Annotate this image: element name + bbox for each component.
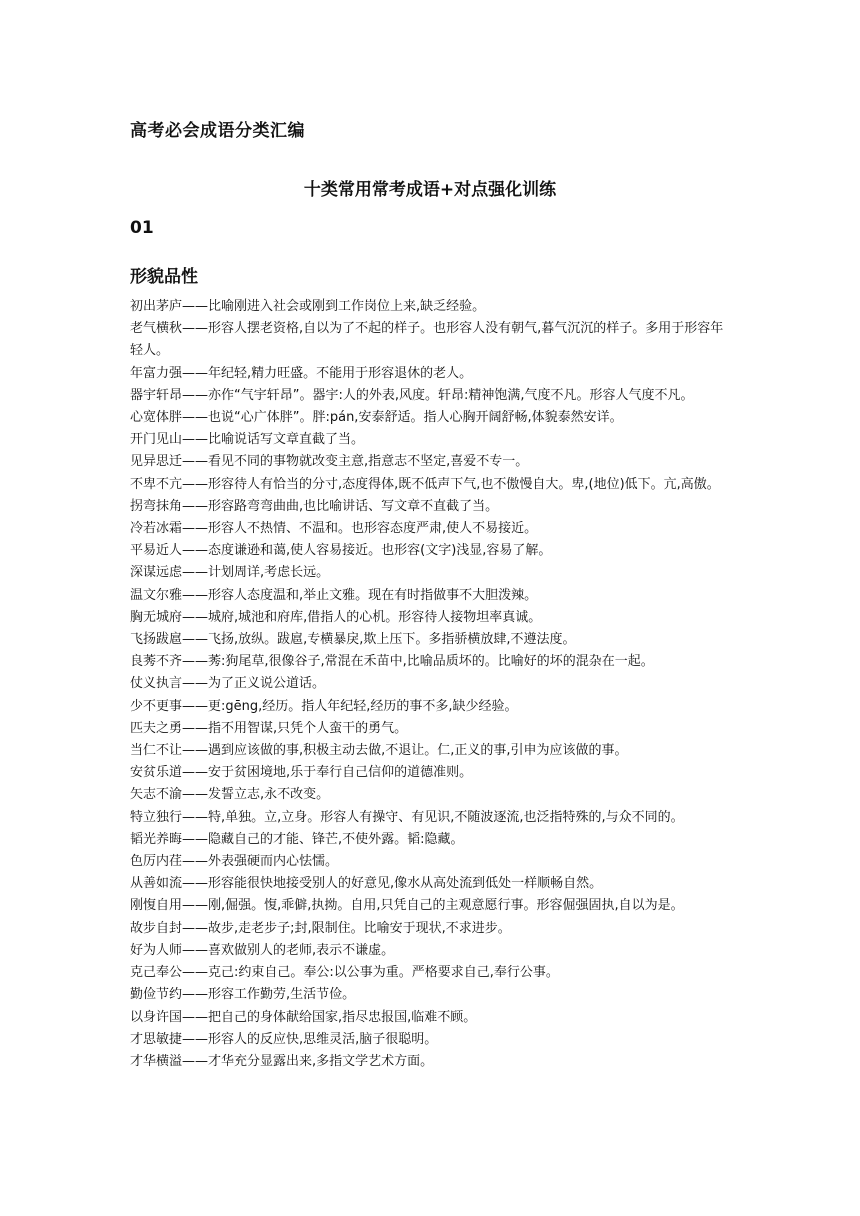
idiom-entry: 器宇轩昂——亦作“气宇轩昂”。器宇:人的外表,风度。轩昂:精神饱满,气度不凡。形容人气度不凡。 [130,387,694,403]
idiom-entry: 平易近人——态度谦逊和蔼,使人容易接近。也形容(文字)浅显,容易了解。 [130,543,552,559]
idiom-entry: 好为人师——喜欢做别人的老师,表示不谦虚。 [130,942,395,958]
idiom-entry: 老气横秋——形容人摆老资格,自以为了不起的样子。也形容人没有朝气,暮气沉沉的样子。多用于形容年轻人。 [130,321,724,359]
document-subtitle: 十类常用常考成语+对点强化训练 [303,180,557,200]
idiom-entry: 勤俭节约——形容工作勤劳,生活节俭。 [130,987,356,1003]
idiom-entry: 少不更事——更:gēng,经历。指人年纪轻,经历的事不多,缺少经验。 [130,698,518,714]
idiom-entry: 心宽体胖——也说“心广体胖”。胖:pán,安泰舒适。指人心胸开阔舒畅,体貌泰然安详。 [130,410,623,426]
idiom-entry: 韬光养晦——隐藏自己的才能、锋芒,不使外露。韬:隐藏。 [130,831,464,847]
idiom-list [130,296,735,1073]
section-number: 01 [130,218,154,238]
idiom-entry: 良莠不齐——莠:狗尾草,很像谷子,常混在禾苗中,比喻品质坏的。比喻好的坏的混杂在一起。 [130,654,654,670]
idiom-entry: 胸无城府——城府,城池和府库,借指人的心机。形容待人接物坦率真诚。 [130,609,542,625]
idiom-entry: 温文尔雅——形容人态度温和,举止文雅。现在有时指做事不大胆泼辣。 [130,587,538,603]
idiom-entry: 深谋远虑——计划周详,考虑长远。 [130,565,330,581]
idiom-entry: 冷若冰霜——形容人不热情、不温和。也形容态度严肃,使人不易接近。 [130,521,538,537]
idiom-entry: 飞扬跋扈——飞扬,放纵。跋扈,专横暴戾,欺上压下。多指骄横放肆,不遵法度。 [130,632,576,648]
idiom-entry: 以身许国——把自己的身体献给国家,指尽忠报国,临难不顾。 [130,1009,477,1025]
idiom-entry: 年富力强——年纪轻,精力旺盛。不能用于形容退休的老人。 [130,365,473,381]
idiom-entry: 矢志不渝——发誓立志,永不改变。 [130,787,330,803]
idiom-entry: 才华横溢——才华充分显露出来,多指文学艺术方面。 [130,1053,434,1069]
idiom-entry: 才思敏捷——形容人的反应快,思维灵活,脑子很聪明。 [130,1031,438,1047]
idiom-entry: 从善如流——形容能很快地接受别人的好意见,像水从高处流到低处一样顺畅自然。 [130,876,603,892]
document-title: 高考必会成语分类汇编 [130,121,305,141]
idiom-entry: 刚愎自用——刚,倔强。愎,乖僻,执拗。自用,只凭自己的主观意愿行事。形容倔强固执,自以为是。 [130,898,684,914]
idiom-entry: 初出茅庐——比喻刚进入社会或刚到工作岗位上来,缺乏经验。 [130,299,486,314]
section-title: 形貌品性 [130,267,198,287]
idiom-entry: 故步自封——故步,走老步子;封,限制住。比喻安于现状,不求进步。 [130,920,511,936]
idiom-entry: 色厉内荏——外表强硬而内心怯懦。 [130,854,339,870]
idiom-entry: 安贫乐道——安于贫困境地,乐于奉行自己信仰的道德准则。 [130,765,473,781]
idiom-entry: 见异思迁——看见不同的事物就改变主意,指意志不坚定,喜爱不专一。 [130,454,529,470]
idiom-entry: 特立独行——特,单独。立,立身。形容人有操守、有见识,不随波逐流,也泛指特殊的,与众不同的。 [130,809,684,825]
idiom-entry: 当仁不让——遇到应该做的事,积极主动去做,不退让。仁,正义的事,引申为应该做的事。 [130,743,628,759]
idiom-entry: 不卑不亢——形容待人有恰当的分寸,态度得体,既不低声下气,也不傲慢自大。卑,(地位)低下。亢,高傲。 [130,476,720,492]
idiom-entry: 克己奉公——克己:约束自己。奉公:以公事为重。严格要求自己,奉行公事。 [130,965,559,981]
idiom-entry: 拐弯抹角——形容路弯弯曲曲,也比喻讲话、写文章不直截了当。 [130,498,499,514]
idiom-entry: 开门见山——比喻说话写文章直截了当。 [130,432,365,448]
idiom-entry: 仗义执言——为了正义说公道话。 [130,676,326,692]
idiom-entry: 匹夫之勇——指不用智谋,只凭个人蛮干的勇气。 [130,720,408,736]
